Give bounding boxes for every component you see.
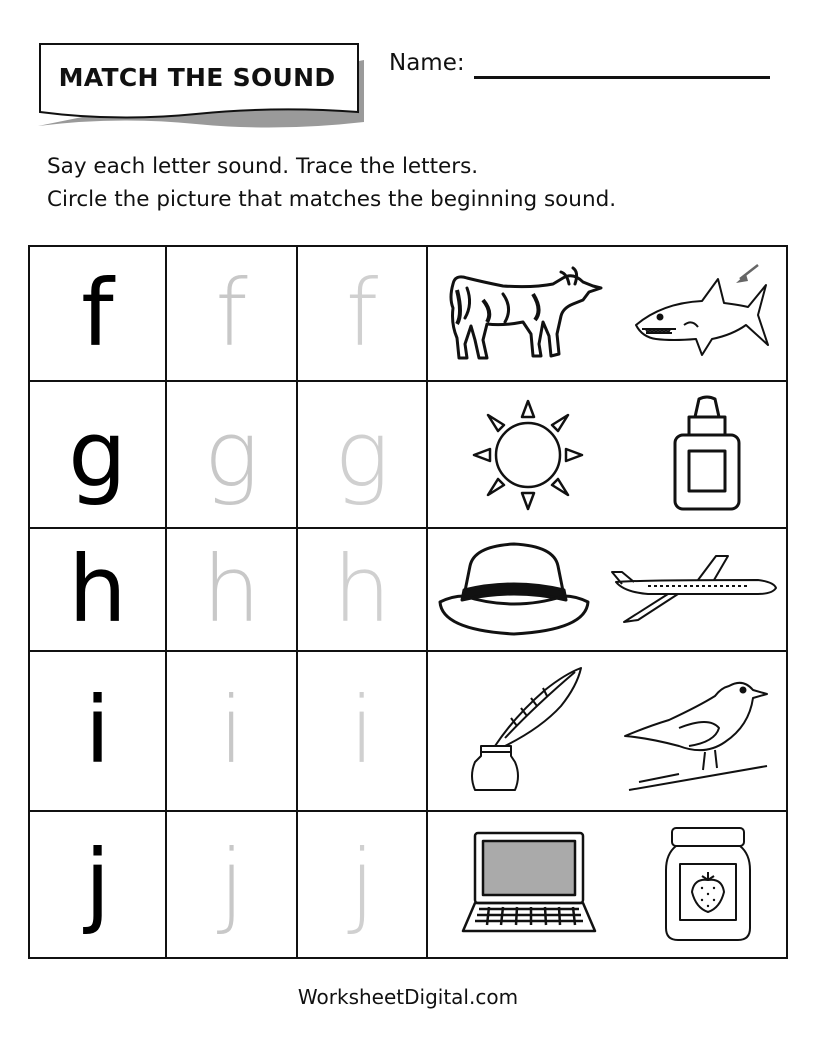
letter-solid: j — [84, 830, 111, 938]
letter-trace: i — [349, 677, 375, 785]
pictures-cell — [427, 246, 787, 381]
pictures-cell — [427, 651, 787, 810]
ink-quill-icon[interactable] — [445, 666, 585, 796]
letter-trace: h — [202, 535, 261, 643]
letter-trace: j — [218, 830, 245, 938]
letter-trace: f — [345, 259, 379, 367]
pictures-cell — [427, 528, 787, 651]
letter-solid: h — [68, 535, 127, 643]
sun-icon[interactable] — [468, 395, 588, 515]
letter-cell — [29, 246, 166, 381]
instruction-line-1: Say each letter sound. Trace the letters. — [47, 154, 479, 179]
trace-cell[interactable] — [297, 381, 427, 528]
goat-icon[interactable] — [443, 264, 603, 364]
shark-icon[interactable] — [632, 259, 772, 369]
worksheet-title: MATCH THE SOUND — [58, 62, 336, 92]
trace-cell[interactable] — [297, 811, 427, 958]
trace-cell[interactable] — [297, 651, 427, 810]
letter-trace: j — [349, 830, 375, 938]
trace-cell[interactable] — [166, 651, 297, 810]
letter-solid: g — [68, 400, 127, 508]
title-box — [36, 42, 358, 118]
letter-cell — [29, 651, 166, 810]
footer-site: WorksheetDigital.com — [297, 985, 519, 1009]
letter-trace: g — [203, 400, 260, 508]
trace-cell[interactable] — [297, 246, 427, 381]
pictures-cell — [427, 811, 787, 958]
laptop-icon[interactable] — [459, 829, 599, 939]
instructions — [47, 150, 616, 216]
letter-cell — [29, 528, 166, 651]
name-field[interactable] — [474, 76, 770, 79]
trace-cell[interactable] — [166, 381, 297, 528]
letter-cell — [29, 811, 166, 958]
pictures-cell — [427, 381, 787, 528]
letter-trace: g — [334, 400, 390, 508]
airplane-icon[interactable] — [608, 550, 778, 630]
jam-jar-icon[interactable] — [660, 824, 756, 944]
letter-cell — [29, 381, 166, 528]
letter-solid: i — [84, 677, 111, 785]
trace-cell[interactable] — [166, 528, 297, 651]
glue-icon[interactable] — [667, 395, 747, 515]
table-row — [29, 651, 787, 810]
trace-cell[interactable] — [166, 246, 297, 381]
instruction-line-2: Circle the picture that matches the beginning sound. — [47, 187, 617, 212]
letter-solid: f — [81, 259, 114, 367]
name-label: Name: — [389, 50, 465, 76]
bird-icon[interactable] — [619, 666, 769, 796]
trace-cell[interactable] — [166, 811, 297, 958]
trace-cell[interactable] — [297, 528, 427, 651]
table-row — [29, 811, 787, 958]
table-row — [29, 381, 787, 528]
hat-icon[interactable] — [436, 540, 592, 640]
letter-trace: f — [215, 259, 248, 367]
letter-grid — [28, 245, 788, 959]
letter-trace: i — [218, 677, 245, 785]
letter-trace: h — [332, 535, 392, 643]
table-row — [29, 528, 787, 651]
table-row — [29, 246, 787, 381]
